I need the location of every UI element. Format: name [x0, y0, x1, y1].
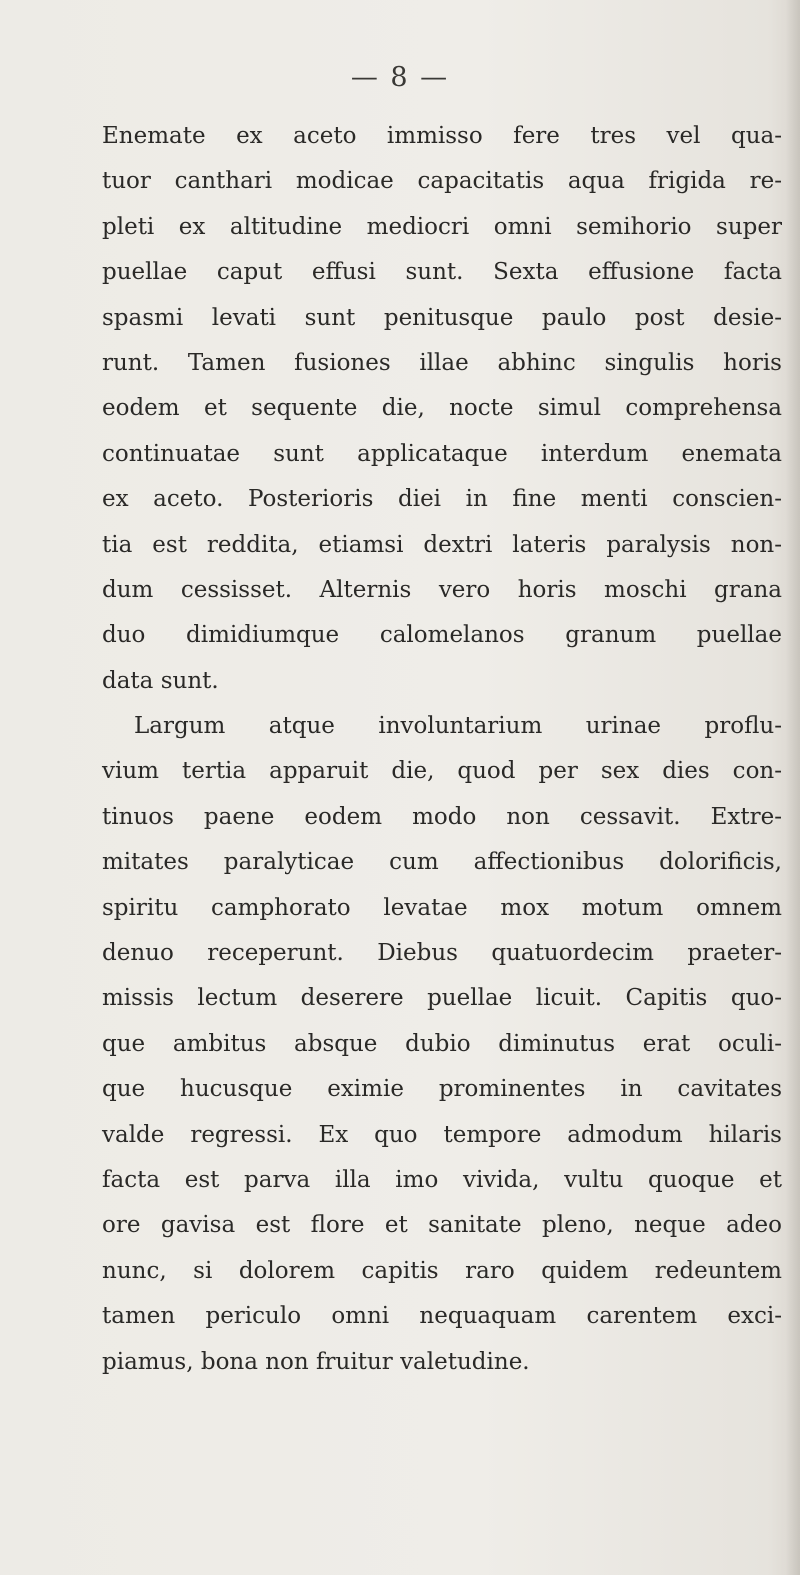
text-line: piamus, bona non fruitur valetudine.: [102, 1348, 530, 1375]
text-line: valde regressi. Ex quo tempore admodum hilaris: [102, 1121, 782, 1148]
text-line: tuor canthari modicae capacitatis aqua frigida re-: [102, 168, 782, 195]
text-line: tinuos paene eodem modo non cessavit. Extre-: [102, 803, 782, 830]
text-line: spiritu camphorato levatae mox motum omnem: [102, 894, 782, 921]
text-line: duo dimidiumque calomelanos granum puellae: [102, 622, 782, 649]
page-number: — 8 —: [350, 62, 450, 93]
text-line: continuatae sunt applicataque interdum enemata: [102, 440, 782, 467]
text-line: spasmi levati sunt penitusque paulo post desie-: [102, 304, 782, 331]
body-text: [102, 114, 782, 1385]
text-line: missis lectum deserere puellae licuit. Capitis quo-: [102, 985, 782, 1012]
text-line: tia est reddita, etiamsi dextri lateris paralysis non-: [102, 531, 782, 558]
text-line: data sunt.: [102, 667, 219, 694]
text-line: puellae caput effusi sunt. Sexta effusione facta: [102, 259, 782, 286]
text-line: tamen periculo omni nequaquam carentem exci-: [102, 1303, 782, 1330]
text-line: Largum atque involuntarium urinae proflu-: [134, 713, 782, 740]
text-line: mitates paralyticae cum affectionibus dolorificis,: [102, 849, 782, 876]
text-line: Enemate ex aceto immisso fere tres vel qua-: [102, 123, 782, 149]
text-line: que hucusque eximie prominentes in cavitates: [102, 1076, 782, 1103]
text-line: dum cessisset. Alternis vero horis moschi grana: [102, 576, 782, 603]
text-line: runt. Tamen fusiones illae abhinc singulis horis: [102, 349, 782, 376]
text-line: ore gavisa est flore et sanitate pleno, neque adeo: [102, 1212, 782, 1239]
page-edge-shadow: [786, 0, 800, 1575]
text-line: que ambitus absque dubio diminutus erat oculi-: [102, 1030, 782, 1057]
text-line: denuo receperunt. Diebus quatuordecim praeter-: [102, 940, 782, 967]
text-line: ex aceto. Posterioris diei in fine menti conscien-: [102, 486, 782, 513]
text-line: nunc, si dolorem capitis raro quidem redeuntem: [102, 1257, 782, 1284]
text-line: pleti ex altitudine mediocri omni semihorio super: [102, 213, 782, 240]
text-line: vium tertia apparuit die, quod per sex dies con-: [102, 758, 782, 785]
text-line: facta est parva illa imo vivida, vultu quoque et: [102, 1166, 782, 1193]
text-line: eodem et sequente die, nocte simul comprehensa: [102, 395, 782, 422]
